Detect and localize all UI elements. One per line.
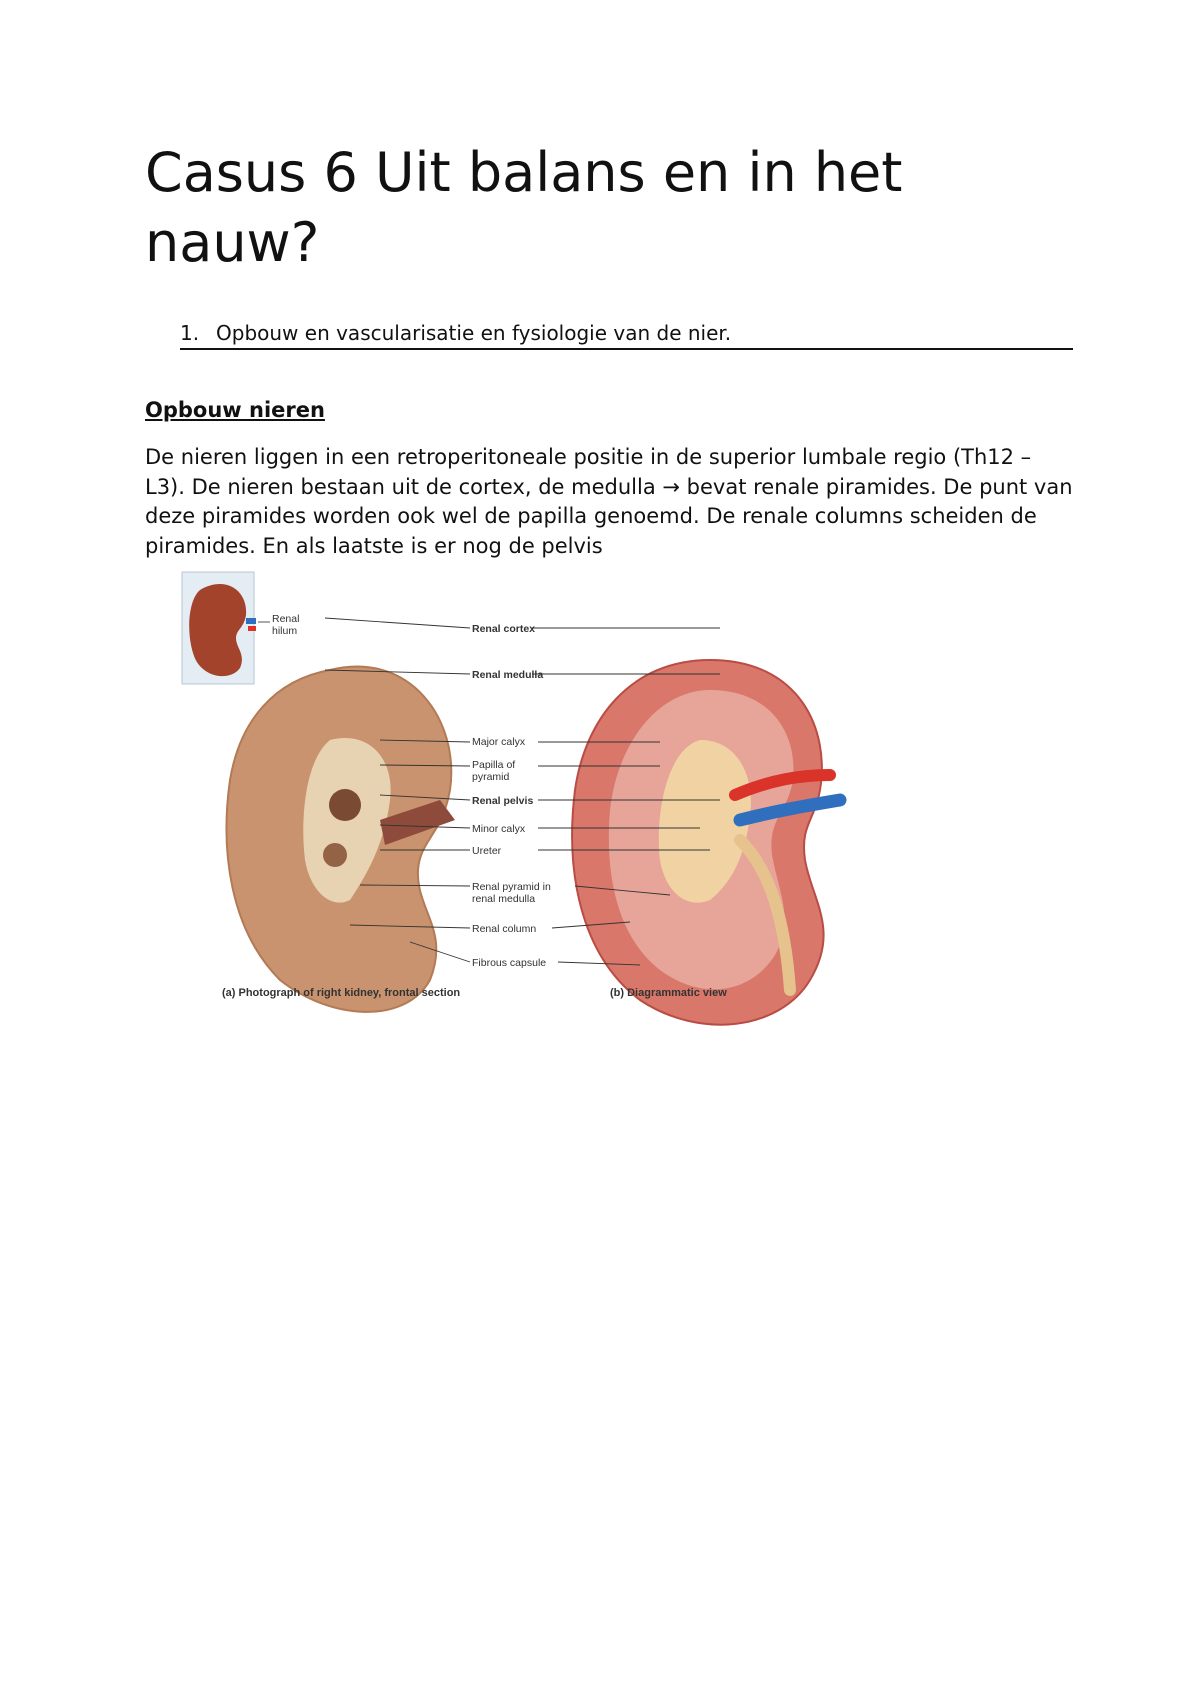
document-title: Casus 6 Uit balans en in het nauw? xyxy=(145,141,903,274)
section-heading: Opbouw nieren xyxy=(145,398,325,422)
label-minor-calyx: Minor calyx xyxy=(472,823,526,835)
caption-b: (b) Diagrammatic view xyxy=(610,987,727,999)
label-renal-column: Renal column xyxy=(472,923,537,935)
list-item-number: 1. xyxy=(180,321,200,345)
label-renal-hilum-2: hilum xyxy=(272,625,298,637)
label-papilla-1: Papilla of xyxy=(472,759,516,771)
photo-kidney xyxy=(227,667,455,1012)
numbered-list-item xyxy=(180,318,1073,350)
label-ureter: Ureter xyxy=(472,845,502,857)
label-renal-pelvis: Renal pelvis xyxy=(472,795,534,807)
caption-a: (a) Photograph of right kidney, frontal section xyxy=(222,987,461,999)
label-fibrous-capsule: Fibrous capsule xyxy=(472,957,547,969)
kidney-illustration xyxy=(180,570,910,1090)
label-renal-pyramid-1: Renal pyramid in xyxy=(472,881,551,893)
list-item-text: Opbouw en vascularisatie en fysiologie van de nier. xyxy=(216,321,732,345)
diagram-kidney xyxy=(572,660,840,1025)
label-renal-cortex: Renal cortex xyxy=(472,623,536,635)
kidney-figure xyxy=(180,570,910,1090)
label-renal-medulla: Renal medulla xyxy=(472,669,544,681)
label-papilla-2: pyramid xyxy=(472,771,510,783)
label-major-calyx: Major calyx xyxy=(472,736,526,748)
inset-kidney-thumbnail xyxy=(182,572,299,684)
section-paragraph: De nieren liggen in een retroperitoneale positie in de superior lumbale regio (Th12 – L3). De nieren bestaan uit de cortex, de medulla → bevat renale piramides. De punt van deze piramides worden ook wel de papilla genoemd. De renale columns scheiden de piramides. En als laatste is er nog de pelvis xyxy=(145,445,1073,558)
label-renal-hilum-1: Renal xyxy=(272,613,300,625)
label-renal-pyramid-2: renal medulla xyxy=(472,893,536,905)
